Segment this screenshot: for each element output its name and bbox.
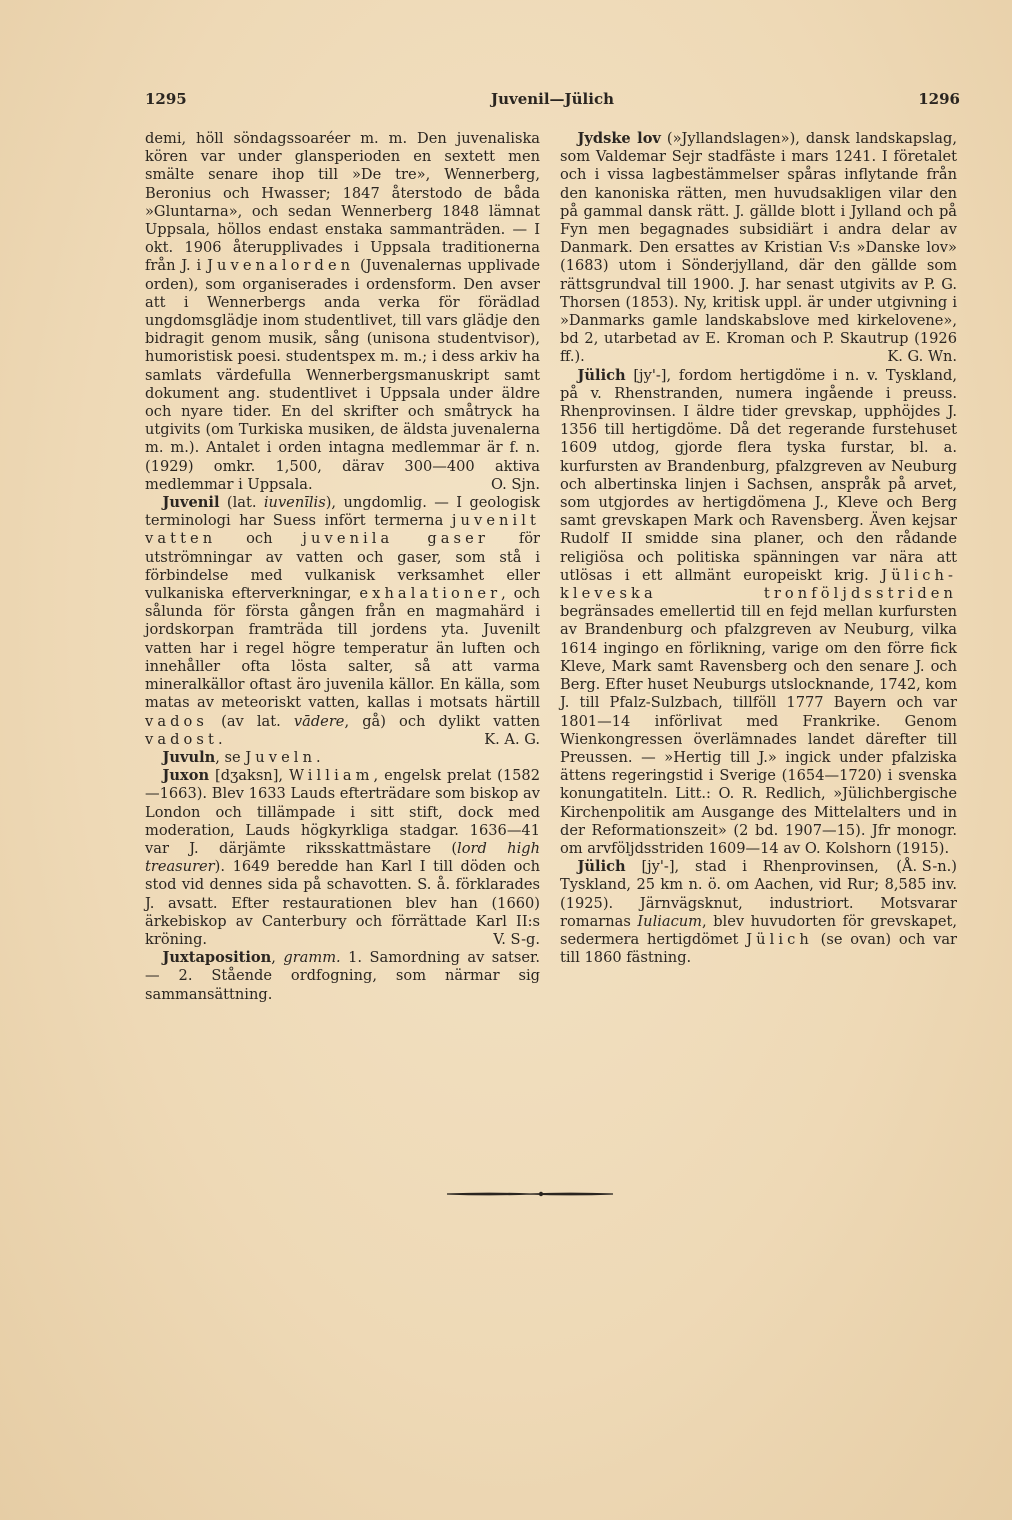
author-signature: K. G. Wn.	[887, 348, 957, 366]
entry-julich-town: Jülich [jy'-], stad i Rhenprovinsen, Tyskland, 25 km n. ö. om Aachen, vid Rur; 8,585 inv. (1925). Järnvägsknut, industriort. Motsvarar romarnas Iuliacum, blev huvudorten för grevskapet, sedermera hertigdömet Jülich (se ovan) och var till 1860 fästning.	[560, 858, 957, 967]
page-number-right: 1296	[918, 90, 960, 108]
author-signature: K. A. G.	[484, 730, 540, 748]
page-number-left: 1295	[145, 90, 187, 108]
headword: Jydske lov	[577, 130, 661, 147]
entry-juvenalorden-continuation: demi, höll söndagssoaréer m. m. Den juvenaliska kören var under glansperioden en sextett men smälte senare ihop till »De tre», Wennerberg, Beronius och Hwasser; 1847 återstodo de båda »Gluntarna», och sedan Wennerberg 1848 lämnat Uppsala, höllos endast enstaka sammanträden. — I okt. 1906 återupplivades i Uppsala traditionerna från J. i Juvenalorden (Juvenalernas upplivade orden), som organiserades i ordensform. Den avser att i Wennerbergs anda verka för förädlad ungdomsglädje inom studentlivet, till vars glädje den bidragit genom musik, sång (unisona studentvisor), humoristisk poesi. studentspex m. m.; i dess arkiv ha samlats värdefulla Wennerbergsmanuskript samt dokument ang. studentlivet i Uppsala under äldre och nyare tider. En del skrifter och småtryck ha utgivits (om Turkiska musiken, de äldsta juvenalerna m. m.). Antalet i orden intagna medlemmar är f. n. (1929) omkr. 1,500, därav 300—400 aktiva medlemmar i Uppsala. O. Sjn.	[145, 130, 540, 493]
left-column	[145, 130, 540, 1004]
author-signature: V. S-g.	[493, 930, 540, 948]
author-signature: O. Sjn.	[491, 475, 540, 493]
entry-jydske-lov: Jydske lov (»Jyllandslagen»), dansk landskapslag, som Valdemar Sejr stadfäste i mars 1241. I företalet och i vissa lagbestämmelser spåras inflytande från den kanoniska rätten, men huvudsakligen vilar den på gammal dansk rätt. J. gällde blott i Jylland och på Fyn men begagnades subsidiärt i andra delar av Danmark. Den ersattes av Kristian V:s »Danske lov» (1683) utom i Sönderjylland, där den gällde som rättsgrundval till 1900. J. har senast utgivits av P. G. Thorsen (1853). Ny, kritisk uppl. är under utgivning i »Danmarks gamle landskabslove med kirkelovene», bd 2, utarbetad av E. Kroman och P. Skautrup (1926 ff.). K. G. Wn.	[560, 130, 957, 366]
page-header	[145, 90, 960, 114]
headword: Jülich	[577, 858, 626, 876]
headword: Jülich	[577, 366, 626, 384]
headword: Juvenil	[162, 494, 220, 512]
headword: Juvuln	[162, 748, 216, 766]
entry-juvuln: Juvuln, se Juveln.	[162, 748, 325, 766]
entry-julich-duchy: Jülich [jy'-], fordom hertigdöme i n. v. Tyskland, på v. Rhenstranden, numera ingående i preuss. Rhenprovinsen. I äldre tider grevskap, upphöjdes J. 1356 till hertigdöme. Då det regerande furstehuset 1609 utdog, gjorde flera tyska furstar, bl. a. kurfursten av Brandenburg, pfalzgreven av Neuburg och albertinska linjen i Sachsen, anspråk på arvet, som utgjordes av hertigdömena J., Kleve och Berg samt grevskapen Mark och Ravensberg. Även kejsar Rudolf II smidde sina planer, och den rådande religiösa och politiska spänningen var nära att utlösas i ett allmänt europeiskt krig. Jülich-kleveska tronföljdsstriden begränsades emellertid till en fejd mellan kurfursten av Brandenburg och pfalzgreven av Neuburg, vilka 1614 ingingo en förlikning, varige om den förre fick Kleve, Mark samt Ravensberg och den senare J. och Berg. Efter huset Neuburgs utslocknande, 1742, kom J. till Pfalz-Sulzbach, tillföll 1777 Bayern och var 1801—14 införlivat med Frankrike. Genom Wienkongressen överlämnades landet därefter till Preussen. — »Hertig till J.» ingick under pfalziska ättens regeringstid i Sverige (1654—1720) i svenska konungatiteln. Litt.: O. R. Redlich, »Jülichbergische Kirchenpolitik am Ausgange des Mittelalters und in der Reformationszeit» (2 bd. 1907—15). Jfr monogr. om arvföljdsstriden 1609—14 av O. Kolshorn (1915). (Å. S-n.)	[560, 366, 957, 876]
headword: Juxon	[162, 767, 210, 785]
right-column	[560, 130, 957, 967]
headword: Juxtaposition	[162, 949, 272, 967]
author-signature: (Å. S-n.)	[896, 858, 957, 876]
entry-juvenil: Juvenil (lat. iuvenīlis), ungdomlig. — I geologisk terminologi har Suess infört termerna juvenilt vatten och juvenila gaser för utströmningar av vatten och gaser, som stå i förbindelse med vulkanisk verksamhet eller vulkaniska efterverkningar, exhalationer, och sålunda för första gången från en magmahärd i jordskorpan framträda till jordens yta. Juvenilt vatten har i regel högre temperatur än luften och innehåller ofta lösta salter, så att varma mineralkällor oftast äro juvenila källor. En källa, som matas av meteoriskt vatten, kallas i motsats härtill vados (av lat. vādere, gå) och dylikt vatten vadost. K. A. G.	[145, 494, 541, 748]
end-ornament	[445, 1190, 615, 1198]
entry-juxtaposition: Juxtaposition, gramm. 1. Samordning av satser. — 2. Stående ordfogning, som närmar sig sammansättning.	[145, 949, 540, 1003]
running-head: Juvenil—Jülich	[490, 90, 614, 108]
entry-juxon: Juxon [dʒaksn], William, engelsk prelat (1582—1663). Blev 1633 Lauds efterträdare som biskop av London och tillämpade i sitt stift, dock med moderation, Lauds högkyrkliga stadgar. 1636—41 var J. därjämte riksskattmästare (lord high treasurer). 1649 beredde han Karl I till döden och stod vid dennes sida på schavotten. S. å. förklarades J. avsatt. Efter restaurationen blev han (1660) ärkebiskop av Canterbury och förrättade Karl II:s kröning. V. S-g.	[145, 767, 540, 948]
